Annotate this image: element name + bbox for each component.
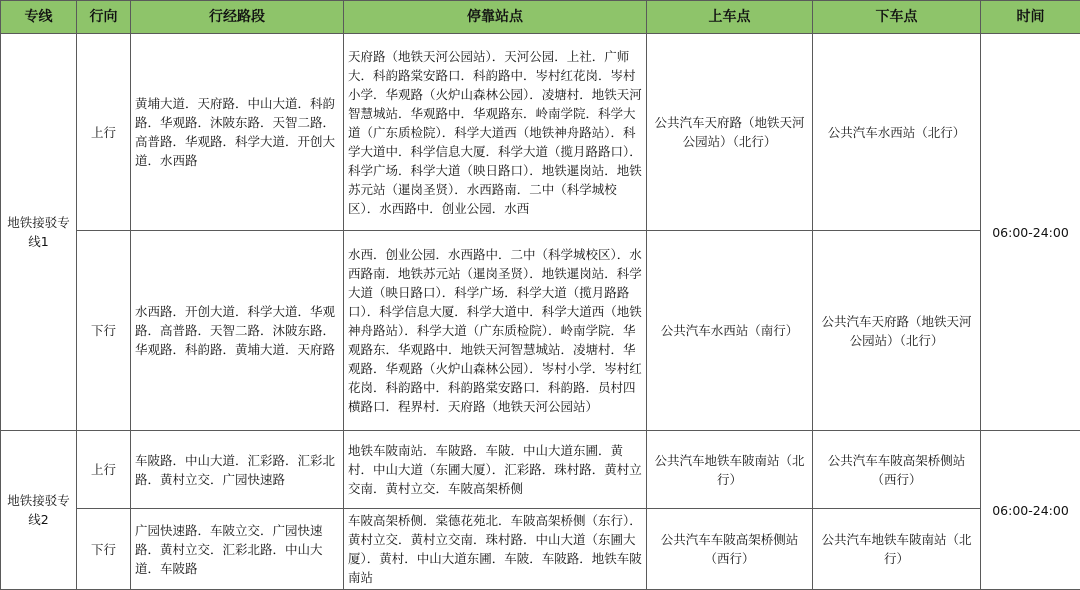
table-row	[1, 34, 1080, 231]
direction-cell: 上行	[77, 431, 131, 509]
stops-cell: 车陂高架桥侧．棠德花苑北．车陂高架桥侧（东行）．黄村立交．黄村立交南．珠村路．中山大道（东圃大厦）．黄村．中山大道东圃．车陂．车陂路．地铁车陂南站	[344, 509, 647, 590]
line-name: 地铁接驳专线1	[1, 34, 77, 431]
board-cell: 公共汽车天府路（地铁天河公园站）（北行）	[647, 34, 813, 231]
header-board: 上车点	[647, 1, 813, 34]
line-name: 地铁接驳专线2	[1, 431, 77, 590]
header-direction: 行向	[77, 1, 131, 34]
route-cell: 黄埔大道．天府路．中山大道．科韵路．华观路．沐陂东路．天智二路．高普路．华观路．科学大道．开创大道．水西路	[131, 34, 344, 231]
alight-cell: 公共汽车地铁车陂南站（北行）	[813, 509, 981, 590]
alight-cell: 公共汽车水西站（北行）	[813, 34, 981, 231]
route-cell: 车陂路．中山大道．汇彩路．汇彩北路．黄村立交．广园快速路	[131, 431, 344, 509]
route-cell: 广园快速路．车陂立交．广园快速路．黄村立交．汇彩北路．中山大道．车陂路	[131, 509, 344, 590]
header-time: 时间	[981, 1, 1080, 34]
header-row	[1, 1, 1080, 34]
board-cell: 公共汽车水西站（南行）	[647, 231, 813, 431]
stops-cell: 水西．创业公园．水西路中．二中（科学城校区）．水西路南．地铁苏元站（暹岗圣贤）．地铁暹岗站．科学大道（映日路口）．科学广场．科学大道（揽月路路口）．科学信息大厦．科学大道中．科学大道西（地铁神舟路站）．科学大道（广东质检院）．岭南学院．华观路东．华观路中．地铁天河智慧城站．凌塘村．华观路．华观路（火炉山森林公园）．岑村小学．岑村红花岗．科韵路中．科韵路棠安路口．科韵路．员村四横路口．程界村．天府路（地铁天河公园站）	[344, 231, 647, 431]
header-route: 行经路段	[131, 1, 344, 34]
direction-cell: 上行	[77, 34, 131, 231]
header-stops: 停靠站点	[344, 1, 647, 34]
board-cell: 公共汽车地铁车陂南站（北行）	[647, 431, 813, 509]
table-row	[1, 431, 1080, 509]
stops-cell: 地铁车陂南站．车陂路．车陂．中山大道东圃．黄村．中山大道（东圃大厦）．汇彩路．珠村路．黄村立交南．黄村立交．车陂高架桥侧	[344, 431, 647, 509]
header-line: 专线	[1, 1, 77, 34]
alight-cell: 公共汽车车陂高架桥侧站（西行）	[813, 431, 981, 509]
stops-cell: 天府路（地铁天河公园站）．天河公园．上社．广师大．科韵路棠安路口．科韵路中．岑村红花岗．岑村小学．华观路（火炉山森林公园）．凌塘村．地铁天河智慧城站．华观路中．华观路东．岭南学院．科学大道（广东质检院）．科学大道西（地铁神舟路站）．科学大道中．科学信息大厦．科学大道（揽月路路口）．科学广场．科学大道（映日路口）．地铁暹岗站．地铁苏元站（暹岗圣贤）．水西路南．二中（科学城校区）．水西路中．创业公园．水西	[344, 34, 647, 231]
time-cell: 06:00-24:00	[981, 34, 1080, 431]
alight-cell: 公共汽车天府路（地铁天河公园站）（北行）	[813, 231, 981, 431]
time-cell: 06:00-24:00	[981, 431, 1080, 590]
route-cell: 水西路．开创大道．科学大道．华观路．高普路．天智二路．沐陂东路．华观路．科韵路．黄埔大道．天府路	[131, 231, 344, 431]
direction-cell: 下行	[77, 231, 131, 431]
header-alight: 下车点	[813, 1, 981, 34]
table-row	[1, 509, 1080, 590]
board-cell: 公共汽车车陂高架桥侧站（西行）	[647, 509, 813, 590]
table-row	[1, 231, 1080, 431]
direction-cell: 下行	[77, 509, 131, 590]
